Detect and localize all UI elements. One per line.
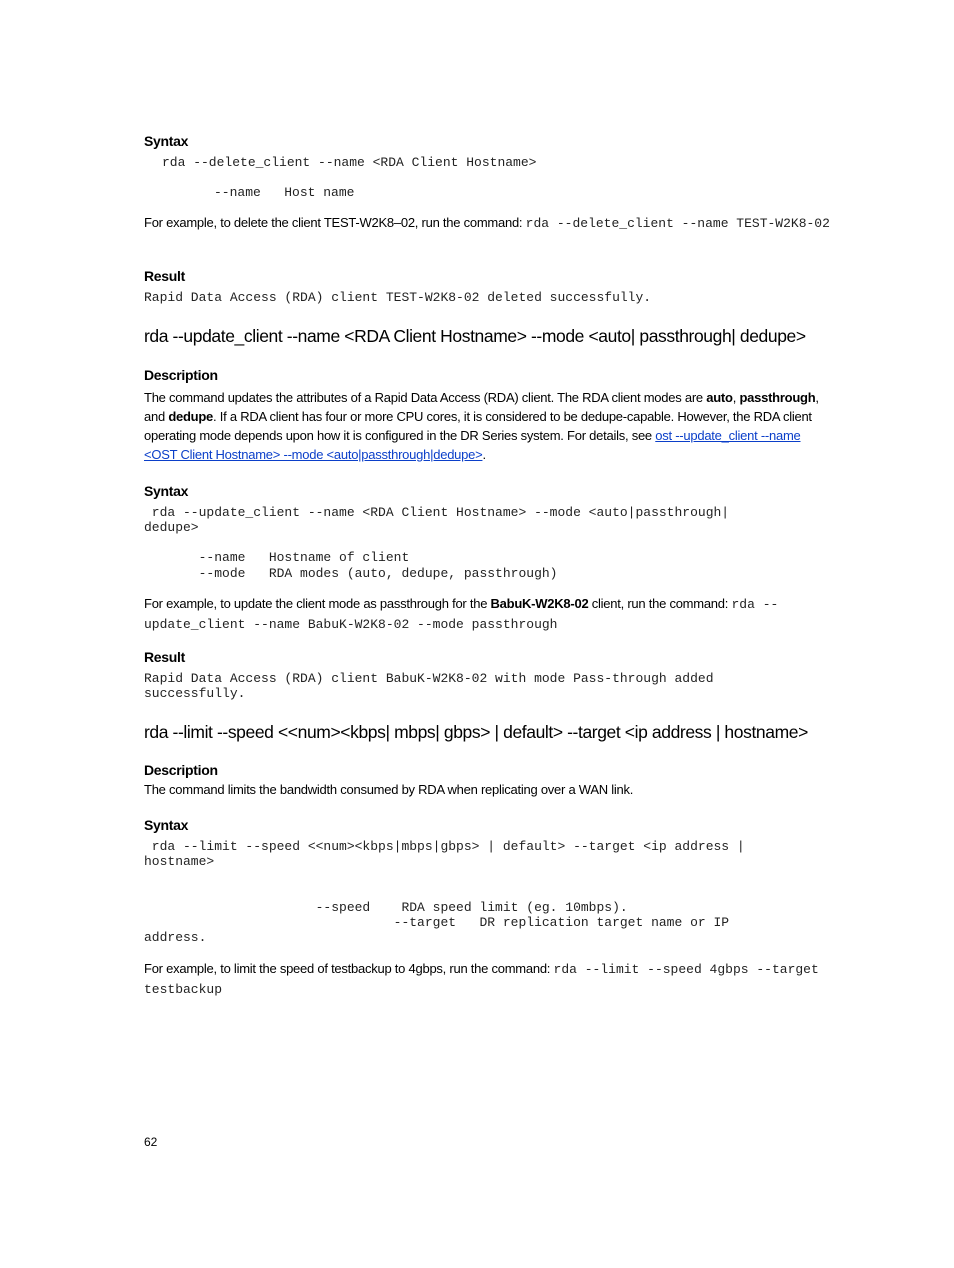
description-paragraph-2 [144,388,836,464]
example-code-3: rda --limit --speed 4gbps --target testbackup [144,962,819,997]
syntax-heading-2: Syntax [144,483,189,499]
desc-text-1: The command updates the attributes of a Rapid Data Access (RDA) client. The RDA client modes are [144,390,707,405]
syntax-line-2a: rda --update_client --name <RDA Client Hostname> --mode <auto|passthrough| [144,505,730,520]
description-heading-2: Description [144,367,218,383]
syntax-line-3a: rda --limit --speed <<num><kbps|mbps|gbps> | default> --target <ip address | [144,839,745,854]
mode-passthrough: passthrough [739,390,816,405]
syntax-line-1: rda --delete_client --name <RDA Client Hostname> [162,155,537,170]
result-line-2b: successfully. [144,686,246,701]
example-text-3: For example, to limit the speed of testbackup to 4gbps, run the command: [144,961,554,976]
desc-comma: , [732,390,740,405]
example-paragraph-3 [144,959,836,999]
result-heading-2: Result [144,649,185,665]
example-paragraph-2 [144,594,836,634]
syntax-option-name-2: --name Hostname of client [144,550,410,565]
syntax-line-2b: dedupe> [144,520,199,535]
example-paragraph-1 [144,213,836,233]
desc-and: , and [144,390,819,424]
syntax-line-3e: address. [144,930,207,945]
section-title-limit: rda --limit --speed <<num><kbps| mbps| gbps> | default> --target <ip address | hostname> [144,722,808,742]
desc-text-2: . If a RDA client has four or more CPU cores, it is considered to be dedupe-capable. However, the RDA client operating mode depends upon how it is configured in the DR Series system. For details, see [144,409,812,443]
example-text-2a: For example, to update the client mode as passthrough for the [144,596,491,611]
syntax-line-3b: hostname> [144,854,215,869]
syntax-option-target: --target DR replication target name or IP [144,915,730,930]
syntax-option-mode-2: --mode RDA modes (auto, dedupe, passthrough) [144,566,558,581]
ost-update-client-link[interactable]: ost --update_client --name <OST Client Hostname> --mode <auto|passthrough|dedupe> [144,428,801,462]
desc-end: . [482,447,486,462]
example-code-2: rda --update_client --name BabuK-W2K8-02 --mode passthrough [144,597,779,632]
mode-dedupe: dedupe [168,409,214,424]
example-code: rda --delete_client --name TEST-W2K8-02 [525,216,830,231]
syntax-option-name: --name Host name [214,185,355,200]
section-title-update-client: rda --update_client --name <RDA Client Hostname> --mode <auto| passthrough| dedupe> [144,326,806,346]
result-text-1: Rapid Data Access (RDA) client TEST-W2K8-02 deleted successfully. [144,290,652,305]
mode-auto: auto [706,390,733,405]
description-heading-3: Description [144,762,218,778]
example-text-2b: client, run the command: [588,596,732,611]
example-client-name: BabuK-W2K8-02 [490,596,589,611]
page-number: 62 [144,1135,158,1149]
syntax-option-speed: --speed RDA speed limit (eg. 10mbps). [144,900,628,915]
syntax-heading-1: Syntax [144,133,189,149]
example-text: For example, to delete the client TEST-W2K8–02, run the command: [144,215,526,230]
result-heading-1: Result [144,268,185,284]
result-line-2a: Rapid Data Access (RDA) client BabuK-W2K8-02 with mode Pass-through added [144,671,714,686]
description-text-3: The command limits the bandwidth consumed by RDA when replicating over a WAN link. [144,782,634,797]
syntax-heading-3: Syntax [144,817,189,833]
